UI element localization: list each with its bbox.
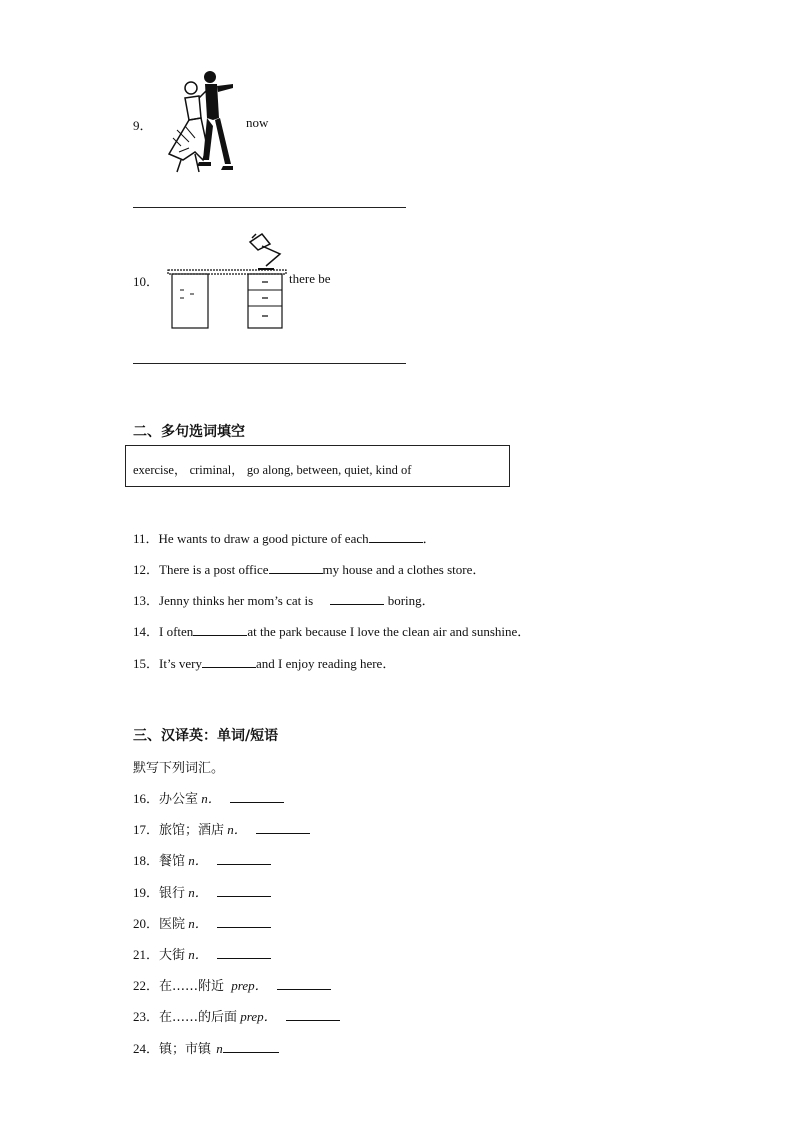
blank-11[interactable] <box>369 530 423 543</box>
blank-23[interactable] <box>286 1008 340 1021</box>
item-10-answer-line[interactable] <box>133 363 406 364</box>
vocab-23: 23．在……的后面 prep． <box>133 1006 340 1025</box>
dancing-couple-icon <box>155 68 235 176</box>
blank-17[interactable] <box>256 821 310 834</box>
question-13: 13．Jenny thinks her mom’s cat is boring． <box>133 593 435 608</box>
blank-21[interactable] <box>217 946 271 959</box>
item-9-answer-line[interactable] <box>133 207 406 208</box>
vocab-17: 17．旅馆；酒店 n． <box>133 819 310 838</box>
vocab-20: 20．医院 n． <box>133 913 271 932</box>
vocab-21: 21．大街 n． <box>133 944 271 963</box>
blank-14[interactable] <box>193 623 247 636</box>
blank-13[interactable] <box>330 592 384 605</box>
blank-24[interactable] <box>223 1040 279 1053</box>
section-2-heading: 二、多句选词填空 <box>133 424 245 440</box>
blank-19[interactable] <box>217 884 271 897</box>
item-10-prompt: there be <box>289 271 331 286</box>
vocab-24: 24．镇；市镇 n <box>133 1038 279 1057</box>
question-15: 15．It’s very and I enjoy reading here． <box>133 656 396 671</box>
blank-15[interactable] <box>202 655 256 668</box>
vocab-19: 19．银行 n． <box>133 882 271 901</box>
desk-with-lamp-icon <box>166 228 288 330</box>
vocab-22: 22．在……附近 prep． <box>133 975 331 994</box>
item-9-prompt: now <box>246 115 269 130</box>
blank-22[interactable] <box>277 977 331 990</box>
question-12: 12．There is a post office my house and a clothes store． <box>133 562 486 577</box>
word-bank-words: exercise， criminal， go along, between, quiet, kind of <box>133 463 412 477</box>
section-3-heading: 三、汉译英：单词/短语 <box>133 728 279 744</box>
vocab-16: 16．办公室 n． <box>133 788 284 807</box>
question-11: 11．He wants to draw a good picture of each ． <box>133 531 436 546</box>
section-3-instruction: 默写下列词汇。 <box>133 761 225 776</box>
blank-20[interactable] <box>217 915 271 928</box>
blank-16[interactable] <box>230 790 284 803</box>
blank-18[interactable] <box>217 852 271 865</box>
item-9-number: 9． <box>133 118 153 133</box>
vocab-18: 18．餐馆 n． <box>133 850 271 869</box>
word-bank-box <box>125 445 510 487</box>
item-10-number: 10． <box>133 274 160 289</box>
question-14: 14．I often at the park because I love the clean air and sunshine． <box>133 624 531 639</box>
blank-12[interactable] <box>269 561 323 574</box>
